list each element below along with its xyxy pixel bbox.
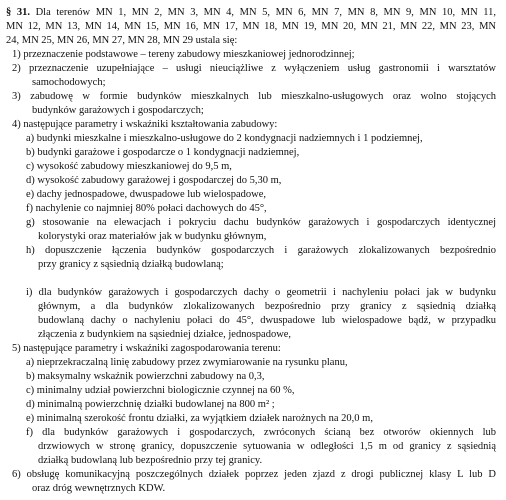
point-2-line-1: 2) przeznaczenie uzupełniające – usługi nieuciążliwe z wyłączeniem usług gastronomii i warsztatów (12, 63, 496, 74)
intro-text-line-2: MN 12, MN 13, MN 14, MN 15, MN 16, MN 17, MN 18, MN 19, MN 20, MN 21, MN 22, MN 23, MN (6, 21, 496, 32)
point-4a: a) budynki mieszkalne i mieszkalno-usługowe do 2 kondygnacji nadziemnych i 1 podziemnej, (26, 133, 423, 144)
point-5c: c) minimalny udział powierzchni biologicznie czynnej na 60 %, (26, 385, 295, 396)
section-number: § 31. (6, 7, 30, 18)
point-2-line-2: samochodowych; (32, 77, 106, 88)
point-4: 4) następujące parametry i wskaźniki kształtowania zabudowy: (12, 119, 278, 130)
point-4g-line-2: kolorystyki oraz materiałów jak w budynku głównym, (38, 231, 267, 242)
point-4d: d) wysokość zabudowy garażowej i gospodarczej do 5,30 m, (26, 175, 282, 186)
point-4i-line-1: i) dla budynków garażowych i gospodarczych dachy o geometrii i nachyleniu połaci jak w budynku (26, 287, 496, 298)
point-5d: d) minimalną powierzchnię działki budowlanej na 800 m² ; (26, 399, 275, 410)
point-3-line-2: budynków garażowych i gospodarczych; (32, 105, 204, 116)
point-3-line-1: 3) zabudowę w formie budynków mieszkalnych lub mieszkalno-usługowych oraz wolno stojących (12, 91, 496, 102)
point-5f-line-3: działką budowlaną lub bezpośrednio przy tej granicy. (38, 455, 263, 466)
point-5f-line-1: f) dla budynków garażowych i gospodarczych, zwróconych ścianą bez otworów okiennych lub (26, 427, 496, 438)
intro-text-line-1: Dla terenów MN 1, MN 2, MN 3, MN 4, MN 5, MN 6, MN 7, MN 8, MN 9, MN 10, MN 11, (35, 7, 496, 18)
point-4h-line-1: h) dopuszczenie łączenia budynków gospodarczych i garażowych zlokalizowanych bezpośrednio (26, 245, 496, 256)
point-4i-line-3: budowlaną dachy o nachyleniu połaci do 45°, dwuspadowe lub wielospadowe bądź, w przypadku (38, 315, 496, 326)
point-6-line-2: oraz dróg wewnętrznych KDW. (32, 483, 166, 494)
intro-text-line-3: 24, MN 25, MN 26, MN 27, MN 28, MN 29 ustala się: (6, 35, 238, 46)
point-6-line-1: 6) obsługę komunikacyjną poszczególnych działek poprzez jeden zjazd z drogi publicznej klasy L lub D (12, 469, 496, 480)
point-5f-line-2: drzwiowych w stronę granicy, dopuszczenie sytuowania w odległości 1,5 m od granicy z sąsiednią (38, 441, 496, 452)
point-4h-line-2: przy granicy z sąsiednią działką budowlaną; (38, 259, 224, 270)
page-gap (6, 272, 496, 286)
point-4i-line-4: złączenia z budynkiem na sąsiedniej działce, jednospadowe, (38, 329, 292, 340)
point-4b: b) budynki garażowe i gospodarcze o 1 kondygnacji nadziemnej, (26, 147, 300, 158)
point-5: 5) następujące parametry i wskaźniki zagospodarowania terenu: (12, 343, 281, 354)
section-intro (6, 6, 496, 20)
point-5b: b) maksymalny wskaźnik powierzchni zabudowy na 0,3, (26, 371, 265, 382)
point-4g-line-1: g) stosowanie na elewacjach i pokryciu dachu budynków garażowych i gospodarczych identycznej (26, 217, 496, 228)
point-4c: c) wysokość zabudowy mieszkaniowej do 9,5 m, (26, 161, 232, 172)
point-4i-line-2: głównym, a dla budynków zlokalizowanych bezpośrednio przy granicy z sąsiednią działką (38, 301, 496, 312)
point-5a: a) nieprzekraczalną linię zabudowy przez zwymiarowanie na rysunku planu, (26, 357, 348, 368)
point-1: 1) przeznaczenie podstawowe – tereny zabudowy mieszkaniowej jednorodzinnej; (12, 49, 355, 60)
point-4e: e) dachy jednospadowe, dwuspadowe lub wielospadowe, (26, 189, 266, 200)
point-5e: e) minimalną szerokość frontu działki, za wyjątkiem działek narożnych na 20,0 m, (26, 413, 373, 424)
point-4f: f) nachylenie co najmniej 80% połaci dachowych do 45°, (26, 203, 267, 214)
